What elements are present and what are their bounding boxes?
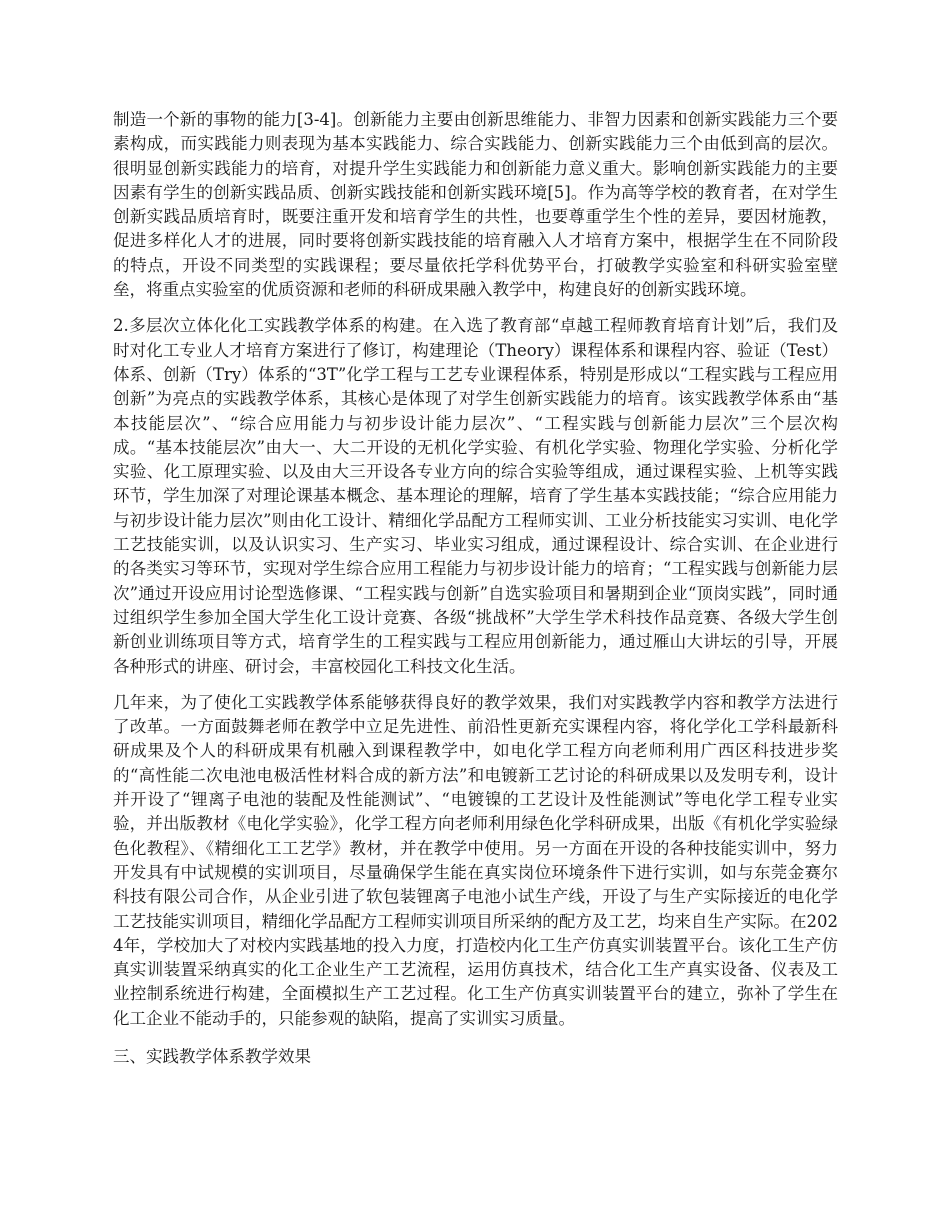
paragraph-3: 几年来，为了使化工实践教学体系能够获得良好的教学效果，我们对实践教学内容和教学方法进行了改革。一方面鼓舞老师在教学中立足先进性、前沿性更新充实课程内容，将化学化工学科最新科研成果及个人的科研成果有机融入到课程教学中，如电化学工程方向老师利用广西区科技进步奖的“高性能二次电池电极活性材料合成的新方法”和电镀新工艺讨论的科研成果以及发明专利，设计并开设了“锂离子电池的装配及性能测试”、“电镀镍的工艺设计及性能测试”等电化学工程专业实验，并出版教材《电化学实验》，化学工程方向老师利用绿色化学科研成果，出版《有机化学实验绿色化教程》、《精细化工工艺学》教材，并在教学中使用。另一方面在开设的各种技能实训中，努力开发具有中试规模的实训项目，尽量确保学生能在真实岗位环境条件下进行实训，如与东莞金赛尔科技有限公司合作，从企业引进了软包装锂离子电池小试生产线，开设了与生产实际接近的电化学工艺技能实训项目，精细化学品配方工程师实训项目所采纳的配方及工艺，均来自生产实际。在2024年，学校加大了对校内实践基地的投入力度，打造校内化工生产仿真实训装置平台。该化工生产仿真实训装置采纳真实的化工企业生产工艺流程，运用仿真技术，结合化工生产真实设备、仪表及工业控制系统进行构建，全面模拟生产工艺过程。化工生产仿真实训装置平台的建立，弥补了学生在化工企业不能动手的，只能参观的缺陷，提高了实训实习质量。: [113, 692, 838, 1028]
section-heading: 三、实践教学体系教学效果: [113, 1046, 311, 1066]
document-body: [113, 108, 838, 1069]
paragraph-2: 2.多层次立体化化工实践教学体系的构建。在入选了教育部“卓越工程师教育培育计划”后，我们及时对化工专业人才培育方案进行了修订，构建理论（Theory）课程体系和课程内容、验证（Test）体系、创新（Try）体系的“3T”化学工程与工艺专业课程体系，特别是形成以“工程实践与工程应用创新”为亮点的实践教学体系，其核心是体现了对学生创新实践能力的培育。该实践教学体系由“基本技能层次”、“综合应用能力与初步设计能力层次”、“工程实践与创新能力层次”三个层次构成。“基本技能层次”由大一、大二开设的无机化学实验、有机化学实验、物理化学实验、分析化学实验、化工原理实验、以及由大三开设各专业方向的综合实验等组成，通过课程实验、上机等实践环节，学生加深了对理论课基本概念、基本理论的理解，培育了学生基本实践技能；“综合应用能力与初步设计能力层次”则由化工设计、精细化学品配方工程师实训、工业分析技能实习实训、电化学工艺技能实训，以及认识实习、生产实习、毕业实习组成，通过课程设计、综合实训、在企业进行的各类实习等环节，实现对学生综合应用工程能力与初步设计能力的培育；“工程实践与创新能力层次”通过开设应用讨论型选修课、“工程实践与创新”自选实验项目和暑期到企业“顶岗实践”，同时通过组织学生参加全国大学生化工设计竞赛、各级“挑战杯”大学生学术科技作品竞赛、各级大学生创新创业训练项目等方式，培育学生的工程实践与工程应用创新能力，通过雁山大讲坛的引导，开展各种形式的讲座、研讨会，丰富校园化工科技文化生活。: [113, 316, 838, 676]
paragraph-1: 制造一个新的事物的能力[3-4]。创新能力主要由创新思维能力、非智力因素和创新实践能力三个要素构成，而实践能力则表现为基本实践能力、综合实践能力、创新实践能力三个由低到高的层次。很明显创新实践能力的培育，对提升学生实践能力和创新能力意义重大。影响创新实践能力的主要因素有学生的创新实践品质、创新实践技能和创新实践环境[5]。作为高等学校的教育者，在对学生创新实践品质培育时，既要注重开发和培育学生的共性，也要尊重学生个性的差异，要因材施教，促进多样化人才的进展，同时要将创新实践技能的培育融入人才培育方案中，根据学生在不同阶段的特点，开设不同类型的实践课程；要尽量依托学科优势平台，打破教学实验室和科研实验室壁垒，将重点实验室的优质资源和老师的科研成果融入教学中，构建良好的创新实践环境。: [113, 110, 838, 300]
